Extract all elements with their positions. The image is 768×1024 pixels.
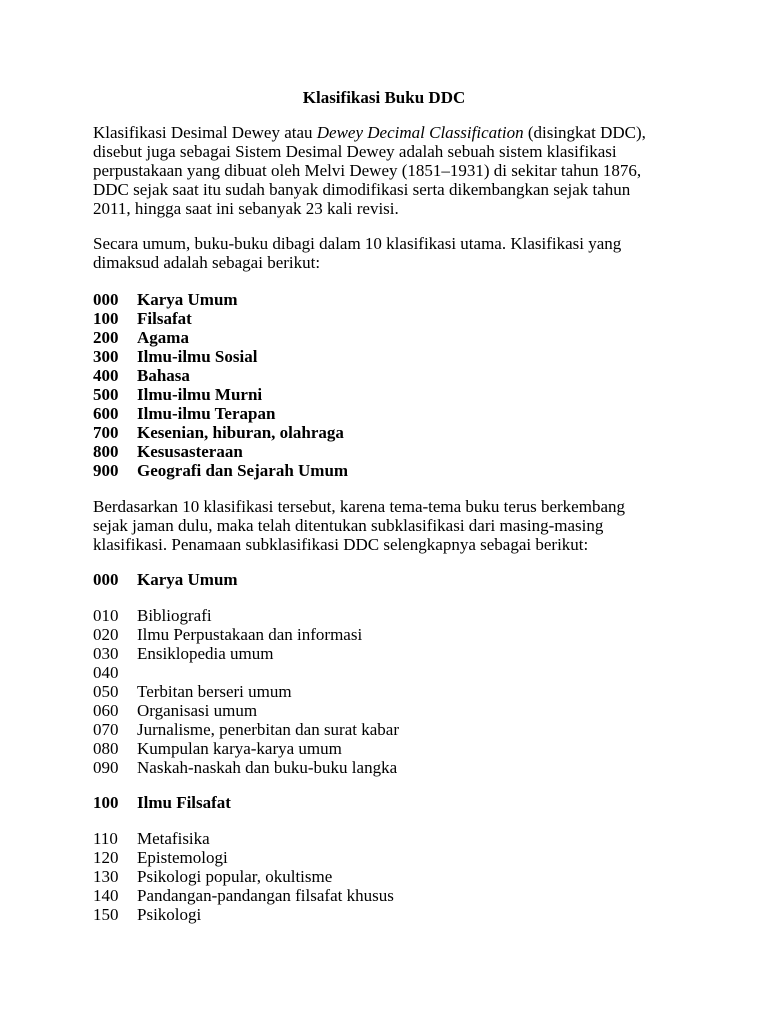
intro-text-1b-italic: Dewey Decimal Classification: [316, 123, 524, 142]
section-code: 100: [93, 793, 119, 812]
class-code: 200: [93, 328, 119, 347]
para2-line-2: dimaksud adalah sebagai berikut:: [93, 253, 321, 272]
class-code: 700: [93, 423, 119, 442]
subclass-code: 080: [93, 739, 119, 758]
class-code: 600: [93, 404, 119, 423]
subclass-label: Pandangan-pandangan filsafat khusus: [137, 886, 394, 905]
class-label: Ilmu-ilmu Murni: [137, 385, 263, 404]
subclass-intro-paragraph: [93, 497, 693, 554]
class-code: 300: [93, 347, 119, 366]
class-code: 800: [93, 442, 119, 461]
subclass-label: Terbitan berseri umum: [137, 682, 292, 701]
class-code: 400: [93, 366, 119, 385]
subclass-code: 050: [93, 682, 119, 701]
intro-text-1c: (disingkat DDC),: [523, 123, 646, 142]
subclass-code: 110: [93, 829, 118, 848]
class-label: Bahasa: [137, 366, 190, 385]
class-label: Ilmu-ilmu Terapan: [137, 404, 276, 423]
class-label: Kesusasteraan: [137, 442, 243, 461]
subclass-label: Bibliografi: [137, 606, 212, 625]
subclass-code: 020: [93, 625, 119, 644]
intro-line-4: DDC sejak saat itu sudah banyak dimodifikasi serta dikembangkan sejak tahun: [93, 180, 631, 199]
class-code: 900: [93, 461, 119, 480]
class-code: 100: [93, 309, 119, 328]
classes-intro-paragraph: [93, 234, 693, 272]
class-label: Filsafat: [137, 309, 192, 328]
subclass-label: Metafisika: [137, 829, 210, 848]
class-label: Ilmu-ilmu Sosial: [137, 347, 258, 366]
subclass-code: 140: [93, 886, 119, 905]
class-code: 500: [93, 385, 119, 404]
document-title: Klasifikasi Buku DDC: [302, 88, 466, 107]
subclass-label: Psikologi: [137, 905, 202, 924]
intro-text-1a: Klasifikasi Desimal Dewey atau: [93, 123, 317, 142]
subclass-label: Organisasi umum: [137, 701, 258, 720]
intro-line-3: perpustakaan yang dibuat oleh Melvi Dewey (1851–1931) di sekitar tahun 1876,: [93, 161, 642, 180]
subclass-code: 010: [93, 606, 119, 625]
subclass-label: Epistemologi: [137, 848, 228, 867]
intro-line-1: [93, 123, 693, 142]
subclass-code: 070: [93, 720, 119, 739]
class-label: Kesenian, hiburan, olahraga: [137, 423, 344, 442]
section-code: 000: [93, 570, 119, 589]
intro-line-5: 2011, hingga saat ini sebanyak 23 kali revisi.: [93, 199, 399, 218]
class-label: Geografi dan Sejarah Umum: [137, 461, 349, 480]
subclass-label: Jurnalisme, penerbitan dan surat kabar: [137, 720, 399, 739]
subclass-code: 030: [93, 644, 119, 663]
class-code: 000: [93, 290, 119, 309]
class-label: Agama: [137, 328, 189, 347]
subclass-label: Ilmu Perpustakaan dan informasi: [137, 625, 363, 644]
subclass-code: 040: [93, 663, 119, 682]
para3-line-1: Berdasarkan 10 klasifikasi tersebut, karena tema-tema buku terus berkembang: [93, 497, 625, 516]
subclass-label: Kumpulan karya-karya umum: [137, 739, 342, 758]
section-label: Ilmu Filsafat: [137, 793, 231, 812]
intro-paragraph: [93, 123, 693, 218]
subclass-label: Psikologi popular, okultisme: [137, 867, 333, 886]
subclass-code: 090: [93, 758, 119, 777]
subclass-label: Ensiklopedia umum: [137, 644, 274, 663]
subclass-code: 150: [93, 905, 119, 924]
class-label: Karya Umum: [137, 290, 238, 309]
intro-line-2: disebut juga sebagai Sistem Desimal Dewey adalah sebuah sistem klasifikasi: [93, 142, 617, 161]
para3-line-3: klasifikasi. Penamaan subklasifikasi DDC selengkapnya sebagai berikut:: [93, 535, 589, 554]
para2-line-1: Secara umum, buku-buku dibagi dalam 10 klasifikasi utama. Klasifikasi yang: [93, 234, 622, 253]
subclass-code: 130: [93, 867, 119, 886]
para3-line-2: sejak jaman dulu, maka telah ditentukan subklasifikasi dari masing-masing: [93, 516, 604, 535]
subclass-code: 120: [93, 848, 119, 867]
subclass-code: 060: [93, 701, 119, 720]
section-label: Karya Umum: [137, 570, 238, 589]
subclass-label: Naskah-naskah dan buku-buku langka: [137, 758, 398, 777]
